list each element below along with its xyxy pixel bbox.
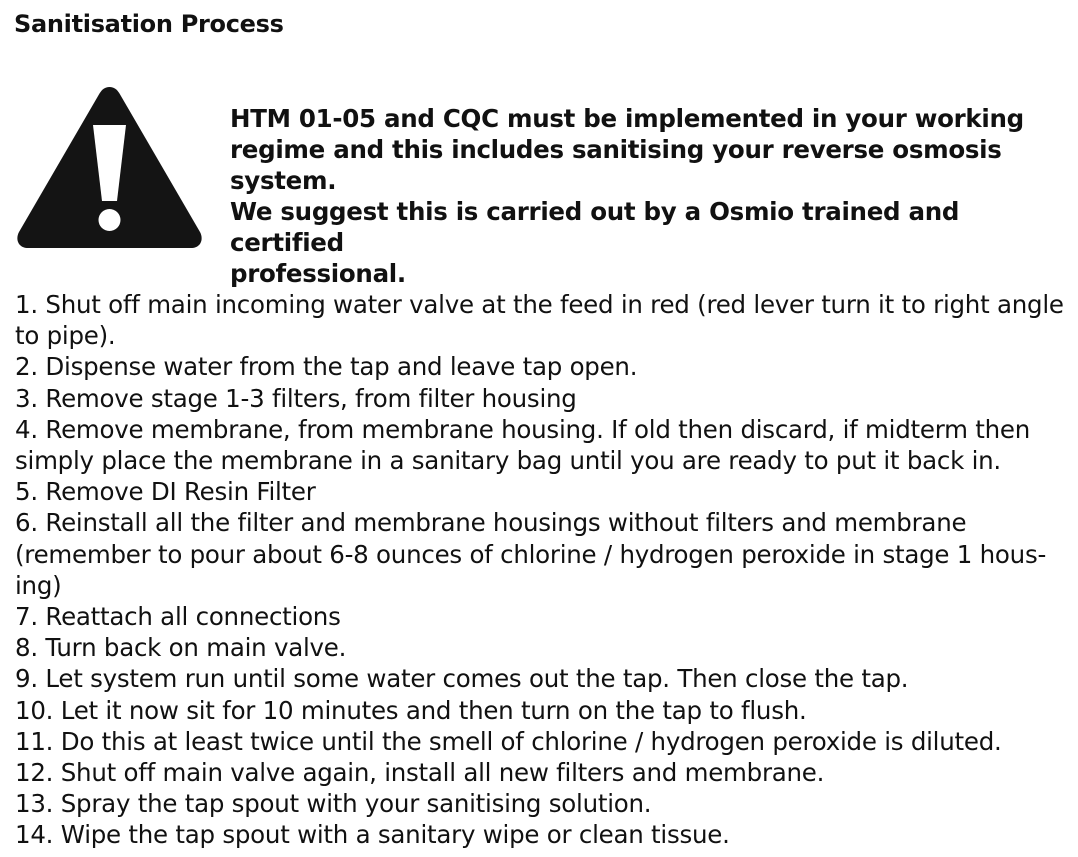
step-8: 8. Turn back on main valve. bbox=[15, 633, 347, 663]
step-10: 10. Let it now sit for 10 minutes and then turn on the tap to flush. bbox=[15, 695, 807, 725]
steps-list bbox=[15, 289, 1075, 851]
notice-line: professional. bbox=[230, 259, 406, 288]
step-7: 7. Reattach all connections bbox=[15, 602, 341, 632]
warning-icon bbox=[15, 83, 204, 251]
notice-line: regime and this includes sanitising your reverse osmosis system. bbox=[230, 135, 1002, 195]
notice-text bbox=[230, 103, 1075, 289]
step-9: 9. Let system run until some water comes out the tap. Then close the tap. bbox=[15, 664, 909, 694]
page-title: Sanitisation Process bbox=[14, 10, 284, 38]
step-12: 12. Shut off main valve again, install all new filters and membrane. bbox=[15, 758, 825, 788]
notice-line: We suggest this is carried out by a Osmio trained and certified bbox=[230, 197, 960, 257]
step-14: 14. Wipe the tap spout with a sanitary wipe or clean tissue. bbox=[15, 820, 730, 850]
step-3: 3. Remove stage 1-3 filters, from filter housing bbox=[15, 383, 577, 413]
step-5: 5. Remove DI Resin Filter bbox=[15, 477, 316, 507]
step-13: 13. Spray the tap spout with your sanitising solution. bbox=[15, 789, 652, 819]
step-1: 1. Shut off main incoming water valve at the feed in red (red lever turn it to right angle to pipe). bbox=[15, 290, 1064, 351]
step-4: 4. Remove membrane, from membrane housing. If old then discard, if midterm then simply place the membrane in a sanitary bag until you are ready to put it back in. bbox=[15, 414, 1030, 476]
step-6: 6. Reinstall all the filter and membrane housings without filters and membrane (remember to pour about 6-8 ounces of chlorine / hydrogen peroxide in stage 1 hous-ing) bbox=[15, 508, 1047, 600]
step-11: 11. Do this at least twice until the smell of chlorine / hydrogen peroxide is diluted. bbox=[15, 726, 1002, 756]
step-2: 2. Dispense water from the tap and leave tap open. bbox=[15, 352, 638, 382]
notice-line: HTM 01-05 and CQC must be implemented in your working bbox=[230, 104, 1024, 133]
